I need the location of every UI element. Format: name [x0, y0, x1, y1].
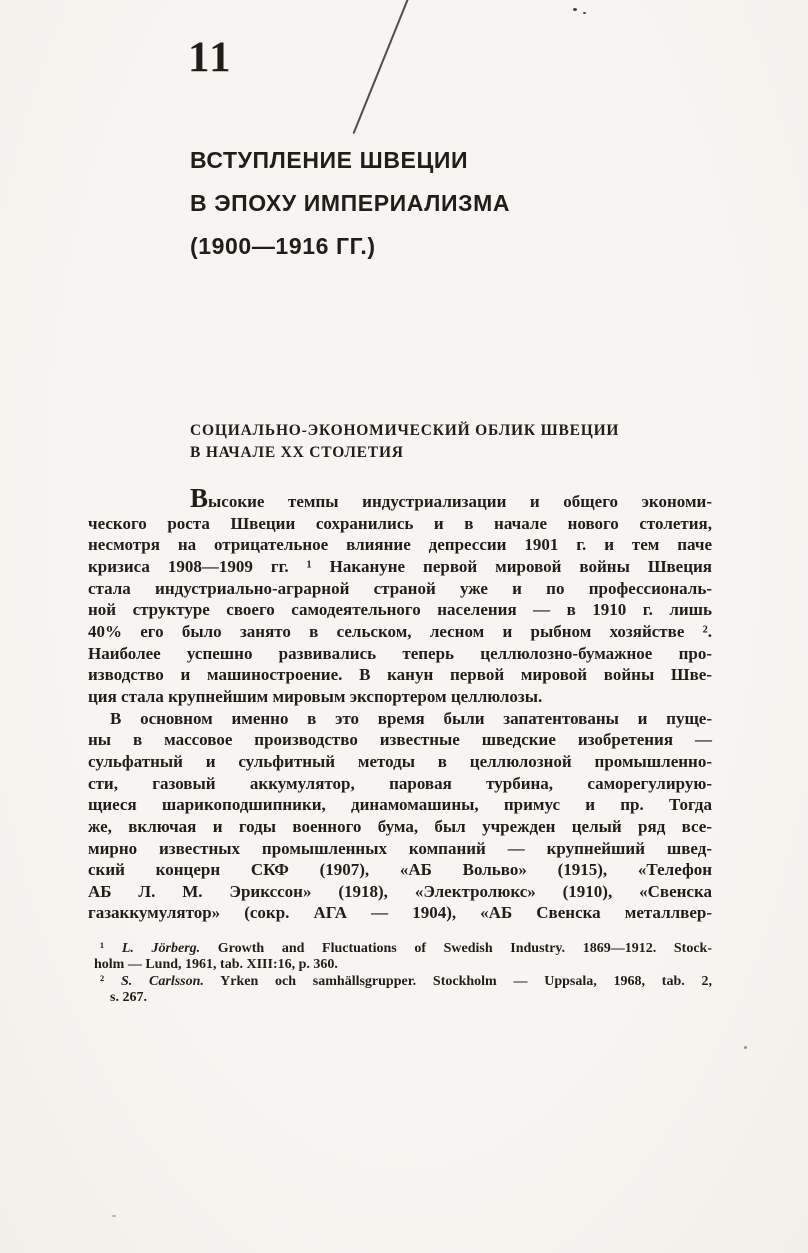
paragraph-first-line: В основном именно в это время были запатентованы и пуще- [110, 708, 712, 728]
footnote-author: L. Jörberg. [121, 941, 201, 956]
paragraph-middle-lines [88, 729, 712, 924]
footnote-text: Yrken och samhällsgrupper. Stockholm — Uppsala, 1968, tab. 2, [220, 973, 712, 989]
body-line: ны в массовое производство известные шведские изобретения — [88, 730, 712, 750]
scan-speck [583, 12, 586, 14]
footnotes [88, 941, 712, 1006]
footnote-line: holm — Lund, 1961, tab. XIII:16, p. 360. [94, 957, 338, 973]
body-line: же, включая и годы военного бума, был учрежден целый ряд все- [88, 816, 712, 836]
body-line: ной структуре своего самодеятельного населения — в 1910 г. лишь [88, 600, 712, 620]
body-line: ция стала крупнейшим мировым экспортером целлюлозы. [88, 686, 543, 706]
scan-speck [112, 1215, 116, 1217]
footnote-line: s. 267. [110, 989, 147, 1005]
body-line: газаккумулятор» (сокр. АГА — 1904), «АБ Свенска металлвер- [88, 903, 712, 923]
footnote-line [100, 974, 712, 990]
chapter-number: 11 [188, 34, 233, 81]
body-line: стала индустриально-аграрной страной уже и по профессиональ- [88, 578, 712, 598]
body-line: АБ Л. М. Эрикссон» (1918), «Электролюкс» (1910), «Свенска [88, 881, 712, 901]
body-line: Наиболее успешно развивались теперь целлюлозно-бумажное про- [88, 643, 712, 663]
body-line: ский концерн СКФ (1907), «АБ Вольво» (1915), «Телефон [88, 860, 712, 880]
chapter-title-line: (1900—1916 ГГ.) [190, 233, 376, 259]
paragraph-2 [88, 708, 712, 925]
body-line: щиеся шарикоподшипники, динамомашины, примус и пр. Тогда [88, 795, 712, 815]
body-line: мирно известных промышленных компаний — крупнейший швед- [88, 838, 712, 858]
footnote-line [100, 941, 712, 957]
body-line: кризиса 1908—1909 гг. ¹ Накануне первой мировой войны Швеция [88, 556, 712, 576]
paragraph-middle-lines [88, 513, 712, 686]
chapter-title-line: ВСТУПЛЕНИЕ ШВЕЦИИ [190, 147, 469, 173]
chapter-title-line: В ЭПОХУ ИМПЕРИАЛИЗМА [190, 190, 511, 216]
footnote-text: Growth and Fluctuations of Swedish Industry. 1869—1912. Stock- [217, 941, 713, 956]
body-line: 40% его было занято в сельском, лесном и рыбном хозяйстве ². [88, 621, 712, 641]
scan-speck [744, 1046, 747, 1049]
chapter-title [190, 139, 510, 268]
initial-letter: В [190, 483, 209, 513]
section-heading-line: В НАЧАЛЕ XX СТОЛЕТИЯ [190, 444, 404, 461]
body-line: несмотря на отрицательное влияние депрессии 1901 г. и тем паче [88, 535, 712, 555]
footnote-marker: ² [100, 973, 105, 989]
footnote-marker: ¹ [100, 941, 105, 956]
section-heading-line: СОЦИАЛЬНО-ЭКОНОМИЧЕСКИЙ ОБЛИК ШВЕЦИИ [190, 422, 620, 439]
body-line: ческого роста Швеции сохранились и в начале нового столетия, [88, 513, 712, 533]
body-line: изводство и машиностроение. В канун первой мировой войны Шве- [88, 665, 712, 685]
body-line: сульфатный и сульфитный методы в целлюлозной промышленно- [88, 751, 712, 771]
scan-crease-mark [353, 0, 410, 134]
body-text [88, 483, 712, 924]
body-line: ысокие темпы индустриализации и общего экономи- [208, 492, 712, 511]
paragraph-1 [88, 483, 712, 708]
section-heading [190, 420, 619, 464]
body-line: сти, газовый аккумулятор, паровая турбина, саморегулирую- [88, 773, 712, 793]
paragraph-first-line [190, 483, 712, 513]
scan-speck [573, 8, 577, 11]
footnote-author: S. Carlsson. [120, 973, 204, 989]
